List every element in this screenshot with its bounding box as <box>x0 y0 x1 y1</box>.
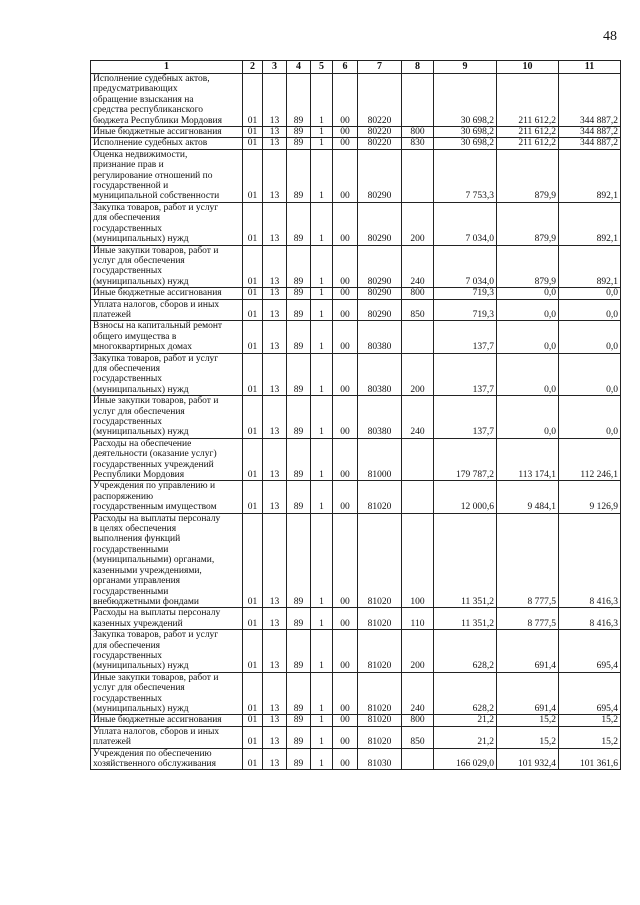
value-cell: 137,7 <box>434 321 497 353</box>
code-cell: 81020 <box>358 513 402 608</box>
code-cell: 01 <box>243 672 263 715</box>
code-cell: 89 <box>287 74 311 127</box>
value-cell: 12 000,6 <box>434 481 497 513</box>
code-cell: 81000 <box>358 438 402 481</box>
code-cell: 01 <box>243 438 263 481</box>
code-cell: 13 <box>263 513 287 608</box>
code-cell: 240 <box>402 245 434 288</box>
code-cell: 01 <box>243 396 263 439</box>
code-cell: 01 <box>243 149 263 202</box>
code-cell: 13 <box>263 353 287 396</box>
code-cell: 240 <box>402 396 434 439</box>
row-label: Иные бюджетные ассигнования <box>91 127 243 138</box>
code-cell: 89 <box>287 202 311 245</box>
code-cell: 81020 <box>358 608 402 630</box>
code-cell: 850 <box>402 726 434 748</box>
code-cell: 1 <box>311 672 333 715</box>
code-cell: 13 <box>263 202 287 245</box>
value-cell: 11 351,2 <box>434 513 497 608</box>
code-cell: 81020 <box>358 726 402 748</box>
table-body <box>91 74 621 770</box>
table-row <box>91 149 621 202</box>
code-cell: 1 <box>311 149 333 202</box>
code-cell: 800 <box>402 127 434 138</box>
row-label: Учреждения по управлению и распоряжению государственным имуществом <box>91 481 243 513</box>
code-cell: 00 <box>333 396 358 439</box>
code-cell: 01 <box>243 608 263 630</box>
header-cell: 4 <box>287 61 311 74</box>
value-cell: 0,0 <box>559 396 621 439</box>
value-cell: 8 777,5 <box>497 513 559 608</box>
value-cell: 691,4 <box>497 630 559 673</box>
code-cell: 1 <box>311 138 333 149</box>
code-cell: 89 <box>287 321 311 353</box>
code-cell: 80220 <box>358 127 402 138</box>
row-label: Закупка товаров, работ и услуг для обеспечения государственных (муниципальных) нужд <box>91 202 243 245</box>
code-cell: 89 <box>287 438 311 481</box>
code-cell: 00 <box>333 715 358 726</box>
code-cell <box>402 748 434 770</box>
code-cell: 1 <box>311 299 333 321</box>
code-cell: 01 <box>243 481 263 513</box>
code-cell: 00 <box>333 149 358 202</box>
value-cell: 9 484,1 <box>497 481 559 513</box>
code-cell: 13 <box>263 321 287 353</box>
table-row <box>91 353 621 396</box>
value-cell: 112 246,1 <box>559 438 621 481</box>
value-cell: 7 034,0 <box>434 202 497 245</box>
code-cell: 89 <box>287 513 311 608</box>
value-cell: 15,2 <box>497 715 559 726</box>
code-cell: 00 <box>333 513 358 608</box>
value-cell: 344 887,2 <box>559 127 621 138</box>
code-cell: 81020 <box>358 672 402 715</box>
row-label: Взносы на капитальный ремонт общего имущества в многоквартирных домах <box>91 321 243 353</box>
code-cell: 89 <box>287 715 311 726</box>
code-cell: 00 <box>333 438 358 481</box>
value-cell: 879,9 <box>497 202 559 245</box>
code-cell: 1 <box>311 438 333 481</box>
code-cell: 830 <box>402 138 434 149</box>
code-cell: 01 <box>243 245 263 288</box>
code-cell: 01 <box>243 726 263 748</box>
value-cell: 719,3 <box>434 288 497 299</box>
value-cell: 113 174,1 <box>497 438 559 481</box>
page-number: 48 <box>603 29 617 44</box>
value-cell: 695,4 <box>559 630 621 673</box>
table-row <box>91 202 621 245</box>
code-cell: 89 <box>287 726 311 748</box>
code-cell: 110 <box>402 608 434 630</box>
value-cell: 7 753,3 <box>434 149 497 202</box>
code-cell: 80290 <box>358 202 402 245</box>
code-cell: 00 <box>333 630 358 673</box>
code-cell: 89 <box>287 608 311 630</box>
header-cell: 7 <box>358 61 402 74</box>
code-cell: 13 <box>263 672 287 715</box>
value-cell: 30 698,2 <box>434 127 497 138</box>
code-cell <box>402 149 434 202</box>
code-cell: 89 <box>287 481 311 513</box>
code-cell: 01 <box>243 353 263 396</box>
header-row <box>91 61 621 74</box>
code-cell: 81020 <box>358 630 402 673</box>
value-cell: 879,9 <box>497 245 559 288</box>
value-cell: 11 351,2 <box>434 608 497 630</box>
value-cell: 179 787,2 <box>434 438 497 481</box>
code-cell: 01 <box>243 748 263 770</box>
code-cell: 89 <box>287 748 311 770</box>
row-label: Закупка товаров, работ и услуг для обеспечения государственных (муниципальных) нужд <box>91 630 243 673</box>
code-cell: 00 <box>333 138 358 149</box>
code-cell: 1 <box>311 630 333 673</box>
value-cell: 101 361,6 <box>559 748 621 770</box>
code-cell: 80220 <box>358 74 402 127</box>
code-cell: 850 <box>402 299 434 321</box>
code-cell: 200 <box>402 353 434 396</box>
code-cell <box>402 74 434 127</box>
code-cell: 13 <box>263 438 287 481</box>
table-row <box>91 396 621 439</box>
code-cell: 13 <box>263 630 287 673</box>
table-row <box>91 74 621 127</box>
code-cell <box>402 438 434 481</box>
value-cell: 9 126,9 <box>559 481 621 513</box>
value-cell: 0,0 <box>497 299 559 321</box>
code-cell: 89 <box>287 672 311 715</box>
code-cell: 1 <box>311 726 333 748</box>
table-row <box>91 608 621 630</box>
row-label: Иные бюджетные ассигнования <box>91 715 243 726</box>
row-label: Иные бюджетные ассигнования <box>91 288 243 299</box>
value-cell: 8 416,3 <box>559 608 621 630</box>
table-row <box>91 138 621 149</box>
code-cell: 00 <box>333 321 358 353</box>
code-cell: 01 <box>243 202 263 245</box>
code-cell: 80290 <box>358 245 402 288</box>
code-cell: 00 <box>333 726 358 748</box>
value-cell: 30 698,2 <box>434 74 497 127</box>
row-label: Исполнение судебных актов, предусматривающих обращение взыскания на средства республиканского бюджета Республики Мордовия <box>91 74 243 127</box>
code-cell: 13 <box>263 608 287 630</box>
code-cell: 1 <box>311 396 333 439</box>
value-cell: 628,2 <box>434 672 497 715</box>
code-cell: 1 <box>311 245 333 288</box>
header-cell: 2 <box>243 61 263 74</box>
code-cell: 01 <box>243 299 263 321</box>
code-cell: 800 <box>402 288 434 299</box>
code-cell: 1 <box>311 321 333 353</box>
code-cell: 00 <box>333 481 358 513</box>
code-cell: 80380 <box>358 353 402 396</box>
header-cell: 11 <box>559 61 621 74</box>
code-cell: 1 <box>311 715 333 726</box>
code-cell: 80220 <box>358 138 402 149</box>
value-cell: 892,1 <box>559 149 621 202</box>
code-cell: 89 <box>287 630 311 673</box>
value-cell: 695,4 <box>559 672 621 715</box>
table-row <box>91 321 621 353</box>
code-cell: 80380 <box>358 396 402 439</box>
code-cell: 13 <box>263 726 287 748</box>
row-label: Оценка недвижимости, признание прав и регулирование отношений по государственной и муниципальной собственности <box>91 149 243 202</box>
value-cell: 344 887,2 <box>559 138 621 149</box>
header-cell: 6 <box>333 61 358 74</box>
code-cell: 13 <box>263 299 287 321</box>
code-cell: 13 <box>263 748 287 770</box>
header-cell: 8 <box>402 61 434 74</box>
value-cell: 15,2 <box>497 726 559 748</box>
code-cell: 89 <box>287 149 311 202</box>
table-row <box>91 438 621 481</box>
value-cell: 101 932,4 <box>497 748 559 770</box>
table-header <box>91 61 621 74</box>
value-cell: 344 887,2 <box>559 74 621 127</box>
code-cell: 01 <box>243 715 263 726</box>
table-row <box>91 630 621 673</box>
row-label: Иные закупки товаров, работ и услуг для обеспечения государственных (муниципальных) нужд <box>91 672 243 715</box>
value-cell: 30 698,2 <box>434 138 497 149</box>
code-cell: 00 <box>333 74 358 127</box>
table-row <box>91 299 621 321</box>
value-cell: 21,2 <box>434 726 497 748</box>
code-cell: 80290 <box>358 299 402 321</box>
code-cell: 01 <box>243 138 263 149</box>
code-cell: 13 <box>263 481 287 513</box>
budget-table <box>90 60 621 770</box>
code-cell: 100 <box>402 513 434 608</box>
value-cell: 0,0 <box>497 288 559 299</box>
value-cell: 137,7 <box>434 353 497 396</box>
value-cell: 21,2 <box>434 715 497 726</box>
table-row <box>91 672 621 715</box>
code-cell: 01 <box>243 321 263 353</box>
header-cell: 9 <box>434 61 497 74</box>
value-cell: 0,0 <box>559 288 621 299</box>
code-cell: 200 <box>402 630 434 673</box>
value-cell: 0,0 <box>559 299 621 321</box>
code-cell: 00 <box>333 299 358 321</box>
header-cell: 1 <box>91 61 243 74</box>
value-cell: 0,0 <box>559 321 621 353</box>
row-label: Исполнение судебных актов <box>91 138 243 149</box>
code-cell: 89 <box>287 138 311 149</box>
row-label: Иные закупки товаров, работ и услуг для обеспечения государственных (муниципальных) нужд <box>91 396 243 439</box>
value-cell: 137,7 <box>434 396 497 439</box>
code-cell: 89 <box>287 288 311 299</box>
code-cell: 89 <box>287 245 311 288</box>
value-cell: 7 034,0 <box>434 245 497 288</box>
value-cell: 0,0 <box>497 396 559 439</box>
code-cell: 1 <box>311 481 333 513</box>
value-cell: 166 029,0 <box>434 748 497 770</box>
code-cell <box>402 321 434 353</box>
row-label: Иные закупки товаров, работ и услуг для обеспечения государственных (муниципальных) нужд <box>91 245 243 288</box>
row-label: Расходы на выплаты персоналу в целях обеспечения выполнения функций государственными (муниципальными) органами, казенными учреждениями, органами управления государственными внебюджетными фондами <box>91 513 243 608</box>
code-cell: 00 <box>333 353 358 396</box>
value-cell: 0,0 <box>497 321 559 353</box>
code-cell: 00 <box>333 245 358 288</box>
code-cell: 1 <box>311 513 333 608</box>
code-cell: 240 <box>402 672 434 715</box>
code-cell: 80380 <box>358 321 402 353</box>
table-row <box>91 127 621 138</box>
code-cell: 00 <box>333 672 358 715</box>
code-cell: 1 <box>311 288 333 299</box>
code-cell: 81020 <box>358 481 402 513</box>
code-cell: 1 <box>311 748 333 770</box>
value-cell: 15,2 <box>559 726 621 748</box>
header-cell: 10 <box>497 61 559 74</box>
code-cell: 01 <box>243 288 263 299</box>
row-label: Учреждения по обеспечению хозяйственного обслуживания <box>91 748 243 770</box>
code-cell: 13 <box>263 288 287 299</box>
code-cell: 13 <box>263 245 287 288</box>
table-row <box>91 288 621 299</box>
code-cell: 00 <box>333 202 358 245</box>
table-row <box>91 726 621 748</box>
value-cell: 892,1 <box>559 245 621 288</box>
value-cell: 628,2 <box>434 630 497 673</box>
value-cell: 879,9 <box>497 149 559 202</box>
code-cell: 1 <box>311 608 333 630</box>
value-cell: 211 612,2 <box>497 74 559 127</box>
value-cell: 0,0 <box>497 353 559 396</box>
table-row <box>91 748 621 770</box>
value-cell: 0,0 <box>559 353 621 396</box>
code-cell <box>402 481 434 513</box>
code-cell: 80290 <box>358 288 402 299</box>
row-label: Уплата налогов, сборов и иных платежей <box>91 299 243 321</box>
code-cell: 00 <box>333 748 358 770</box>
row-label: Расходы на выплаты персоналу казенных учреждений <box>91 608 243 630</box>
value-cell: 892,1 <box>559 202 621 245</box>
code-cell: 80290 <box>358 149 402 202</box>
code-cell: 1 <box>311 127 333 138</box>
code-cell: 1 <box>311 353 333 396</box>
code-cell: 00 <box>333 608 358 630</box>
code-cell: 01 <box>243 513 263 608</box>
row-label: Закупка товаров, работ и услуг для обеспечения государственных (муниципальных) нужд <box>91 353 243 396</box>
code-cell: 800 <box>402 715 434 726</box>
code-cell: 1 <box>311 202 333 245</box>
value-cell: 8 416,3 <box>559 513 621 608</box>
code-cell: 00 <box>333 288 358 299</box>
header-cell: 5 <box>311 61 333 74</box>
code-cell: 01 <box>243 630 263 673</box>
value-cell: 15,2 <box>559 715 621 726</box>
table-row <box>91 715 621 726</box>
code-cell: 89 <box>287 396 311 439</box>
value-cell: 211 612,2 <box>497 138 559 149</box>
row-label: Уплата налогов, сборов и иных платежей <box>91 726 243 748</box>
code-cell: 89 <box>287 127 311 138</box>
code-cell: 81020 <box>358 715 402 726</box>
value-cell: 719,3 <box>434 299 497 321</box>
table-row <box>91 481 621 513</box>
code-cell: 81030 <box>358 748 402 770</box>
header-cell: 3 <box>263 61 287 74</box>
table-row <box>91 513 621 608</box>
value-cell: 8 777,5 <box>497 608 559 630</box>
value-cell: 691,4 <box>497 672 559 715</box>
code-cell: 89 <box>287 353 311 396</box>
table-row <box>91 245 621 288</box>
code-cell: 01 <box>243 127 263 138</box>
code-cell: 13 <box>263 74 287 127</box>
code-cell: 00 <box>333 127 358 138</box>
code-cell: 200 <box>402 202 434 245</box>
code-cell: 13 <box>263 396 287 439</box>
value-cell: 211 612,2 <box>497 127 559 138</box>
code-cell: 13 <box>263 149 287 202</box>
code-cell: 13 <box>263 127 287 138</box>
code-cell: 01 <box>243 74 263 127</box>
code-cell: 89 <box>287 299 311 321</box>
row-label: Расходы на обеспечение деятельности (оказание услуг) государственных учреждений Республики Мордовия <box>91 438 243 481</box>
code-cell: 13 <box>263 138 287 149</box>
code-cell: 1 <box>311 74 333 127</box>
code-cell: 13 <box>263 715 287 726</box>
